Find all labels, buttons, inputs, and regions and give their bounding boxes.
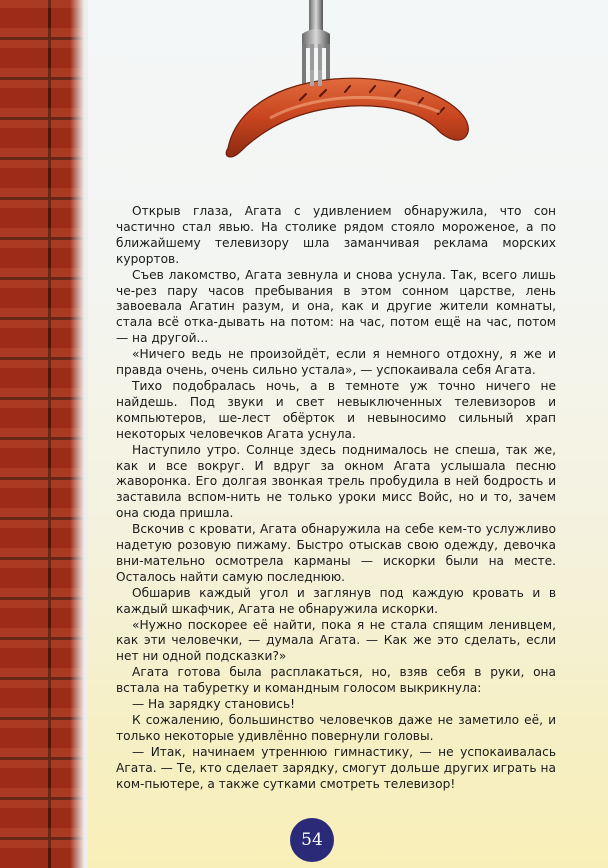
page-number: 54 <box>290 818 334 862</box>
sausage-on-fork-illustration <box>210 0 480 170</box>
paragraph: Съев лакомство, Агата зевнула и снова уснула. Так, всего лишь че-рез пару часов пребывания в этом сонном царстве, лень завоевала Агатин разум, и она, как и другие жители комнаты, стала всё отка-дывать на потом: на час, потом ещё на час, потом — на другой... <box>116 267 556 346</box>
paragraph: Вскочив с кровати, Агата обнаружила на себе кем-то услужливо надетую розовую пижаму. Быстро отыскав свою одежду, девочка вни-мательно осмотрела карманы — искорки были на месте. Осталось найти самую последнюю. <box>116 522 556 584</box>
paragraph: Тихо подобралась ночь, а в темноте уж точно ничего не найдешь. Под звуки и свет невыключенных телевизоров и компьютеров, ше-лест обёрток и невыносимо сильный храп некоторых человечков Агата уснула. <box>116 378 556 441</box>
paragraph: — На зарядку становись! <box>132 697 296 712</box>
paragraph: — Итак, начинаем утреннюю гимнастику, — не успокаивалась Агата. — Те, кто сделает зарядку, смогут дольше других играть на ком-пьютере, а также сутками смотреть телевизор! <box>116 744 556 791</box>
paragraph: К сожалению, большинство человечков даже не заметило её, и только некоторые удивлённо повернули головы. <box>116 713 556 743</box>
paragraph: «Ничего ведь не произойдёт, если я немного отдохну, я же и правда очень, очень сильно устала», — успокаивала себя Агата. <box>116 347 556 378</box>
paragraph: Обшарив каждый угол и заглянув под каждую кровать и в каждый шкафчик, Агата не обнаружила искорки. <box>116 585 556 616</box>
story-text <box>116 204 556 793</box>
brick-wall-decoration <box>0 0 88 868</box>
paragraph: «Нужно поскорее её найти, пока я не стала спящим ленивцем, как эти человечки, — думала Агата. — Как же это сделать, если нет ни одной подсказки?» <box>116 617 556 664</box>
paragraph: Открыв глаза, Агата с удивлением обнаружила, что сон частично стал явью. На столике рядом стояло мороженое, а по ближайшему телевизору шла заманчивая реклама морских курортов. <box>116 204 556 266</box>
paragraph: Наступило утро. Солнце здесь поднималось не спеша, так же, как и все вокруг. И вдруг за окном Агата услышала песню жаворонка. Его долгая звонкая трель пробудила в ней бодрость и заставила вспом-нить не только уроки мисс Войс, но и то, зачем она сюда пришла. <box>116 442 556 521</box>
paragraph: Агата готова была расплакаться, но, взяв себя в руки, она встала на табуретку и командным голосом выкрикнула: <box>116 665 556 696</box>
fork-head <box>302 29 330 48</box>
